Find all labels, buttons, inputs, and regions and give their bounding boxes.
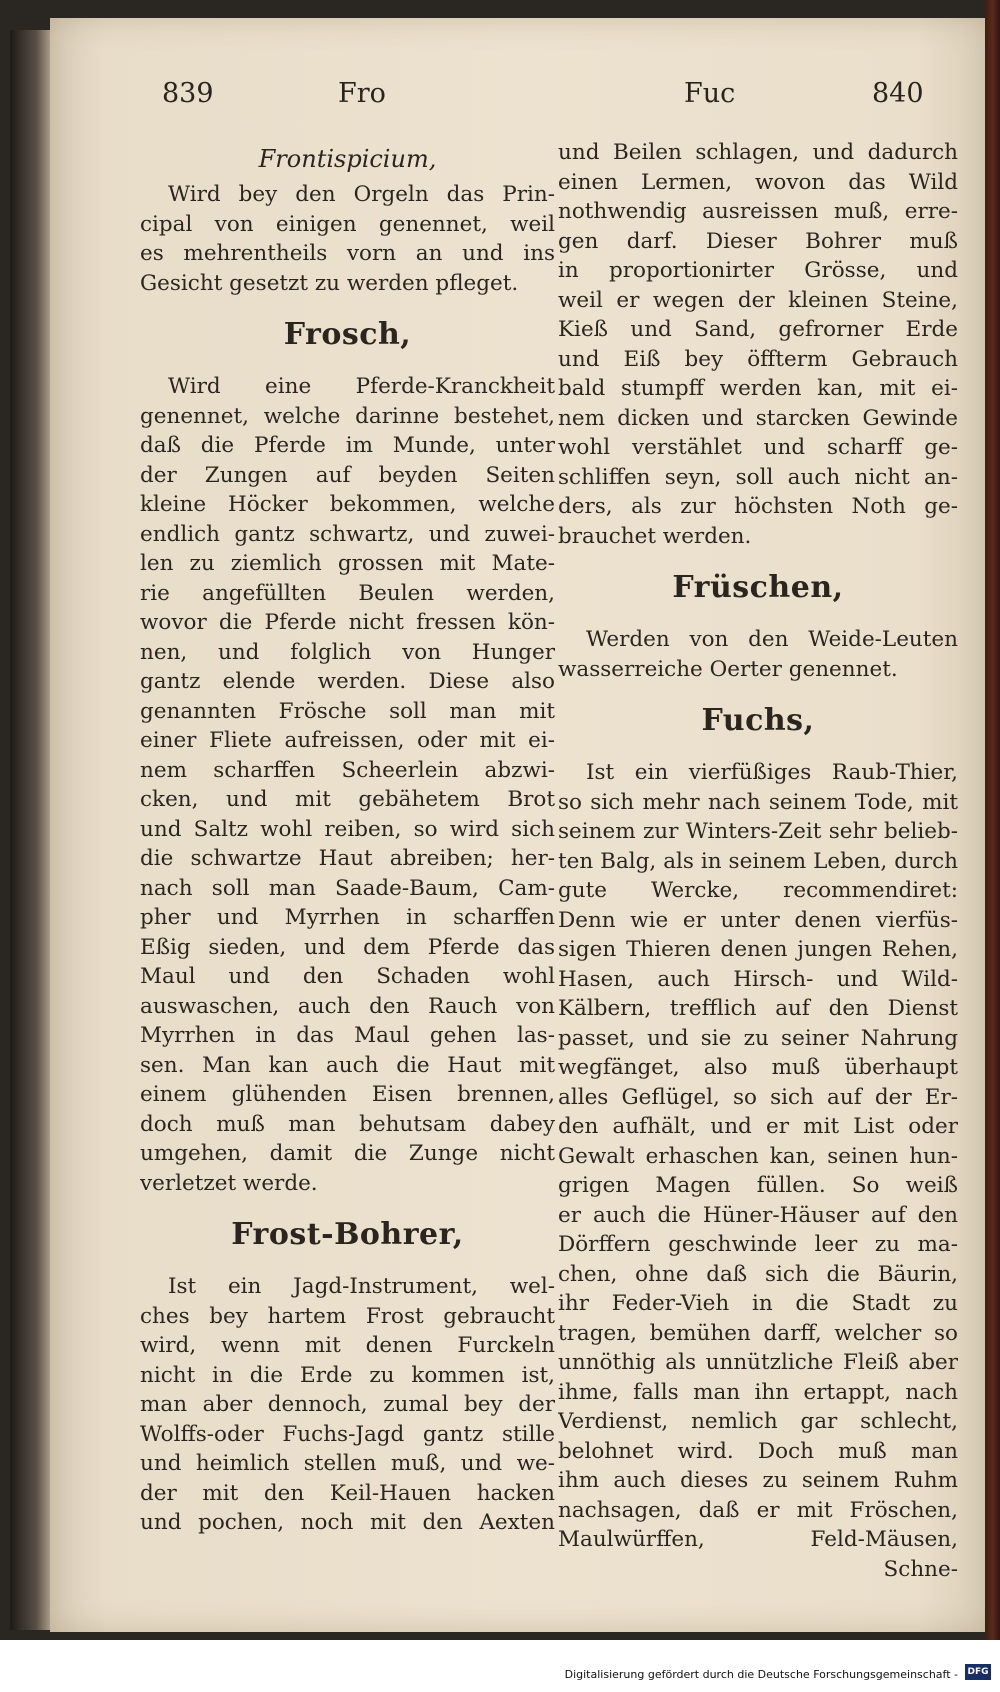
text-line: unnöthig als unnützliche Fleiß aber (558, 1350, 958, 1375)
text-line: einer Fliete aufreissen, oder mit ei- (140, 728, 555, 753)
text-line: Hasen, auch Hirsch- und Wild- (558, 966, 958, 992)
text-line: bald stumpff werden kan, mit ei- (558, 376, 958, 401)
text-line: rie angefüllten Beulen werden, (140, 580, 555, 606)
text-line: und Saltz wohl reiben, so wird sich (140, 816, 555, 842)
text-line: sigen Thieren denen jungen Rehen, (558, 937, 958, 962)
text-line: daß die Pferde im Munde, unter (140, 433, 555, 458)
text-line: tragen, bemühen darff, welcher so (558, 1320, 958, 1346)
text-line: und Beilen schlagen, und dadurch (558, 140, 958, 165)
text-line: Gewalt erhaschen kan, seinen hun- (558, 1143, 958, 1169)
entry-body-frost-bohrer-continued (558, 138, 958, 551)
text-line: weil er wegen der kleinen Steine, (558, 287, 958, 313)
right-column (558, 138, 958, 1584)
text-line: Wird bey den Orgeln das Prin- (168, 182, 555, 207)
text-line: ders, als zur höchsten Noth ge- (558, 494, 958, 519)
text-line: Kieß und Sand, gefrorner Erde (558, 317, 958, 342)
text-line: wird, wenn mit denen Furckeln (140, 1333, 555, 1358)
text-line: gen darf. Dieser Bohrer muß (558, 228, 958, 254)
text-line: ihm auch dieses zu seinem Ruhm (558, 1468, 958, 1493)
digitization-credit: Digitalisierung gefördert durch die Deutsche Forschungsgemeinschaft - (564, 1668, 958, 1681)
text-line: in proportionirter Grösse, und (558, 258, 958, 283)
text-line: cipal von einigen genennet, weil (140, 211, 555, 237)
entry-body-fuchs (558, 758, 958, 1555)
text-line: ihme, falls man ihn ertappt, nach (558, 1379, 958, 1405)
text-line: grigen Magen füllen. So weiß (558, 1173, 958, 1198)
text-line: wovor die Pferde nicht fressen kön- (140, 610, 555, 635)
text-line: doch muß man behutsam dabey (140, 1111, 555, 1137)
text-line: genennet, welche darinne bestehet, (140, 403, 555, 429)
text-line: cken, und mit gebähetem Brot (140, 787, 555, 812)
running-head-right: Fuc (684, 78, 736, 109)
text-line: Kälbern, trefflich auf den Dienst (558, 996, 958, 1021)
text-line: sen. Man kan auch die Haut mit (140, 1052, 555, 1078)
text-line: er auch die Hüner-Häuser auf den (558, 1202, 958, 1228)
text-line: Ist ein Jagd-Instrument, wel- (168, 1274, 555, 1299)
text-line: nothwendig ausreissen muß, erre- (558, 199, 958, 224)
text-line: auswaschen, auch den Rauch von (140, 993, 555, 1019)
text-line: einem glühenden Eisen brennen, (140, 1082, 555, 1107)
text-line: und pochen, noch mit den Aexten (140, 1510, 555, 1535)
entry-head-frueschen: Früschen, (672, 570, 844, 605)
text-line: gute Wercke, recommendiret: (558, 878, 958, 903)
text-line: passet, und sie zu seiner Nahrung (558, 1025, 958, 1051)
text-line: wegfänget, also muß überhaupt (558, 1055, 958, 1080)
text-line: der mit den Keil-Hauen hacken (140, 1480, 555, 1506)
entry-body-frost-bohrer (140, 1272, 555, 1538)
text-line: den aufhält, und er mit List oder (558, 1114, 958, 1139)
text-line: belohnet wird. Doch muß man (558, 1438, 958, 1464)
dfg-logo: DFG (965, 1664, 991, 1680)
running-head-left: Fro (338, 78, 386, 109)
text-line: Denn wie er unter denen vierfüs- (558, 907, 958, 933)
text-line: Dörffern geschwinde leer zu ma- (558, 1232, 958, 1257)
book-edge (10, 30, 54, 1630)
book-cover-edge (985, 0, 1000, 1640)
text-line: schliffen seyn, soll auch nicht an- (558, 464, 958, 490)
text-line: nach soll man Saade-Baum, Cam- (140, 875, 555, 901)
catchword: Schne- (883, 1556, 958, 1582)
left-column (140, 138, 555, 1538)
text-line: ten Balg, als in seinem Leben, durch (558, 848, 958, 874)
text-line: nachsagen, daß er mit Fröschen, (558, 1497, 958, 1523)
text-line: pher und Myrrhen in scharffen (140, 905, 555, 930)
entry-body-frosch (140, 372, 555, 1198)
text-line: Myrrhen in das Maul gehen las- (140, 1023, 555, 1048)
page-number-right: 840 (872, 78, 924, 109)
text-line: Verdienst, nemlich gar schlecht, (558, 1409, 958, 1434)
text-line: brauchet werden. (558, 523, 752, 549)
entry-head-frosch: Frosch, (283, 317, 412, 352)
text-line: endlich gantz schwartz, und zuwei- (140, 521, 555, 547)
text-line: so sich mehr nach seinem Tode, mit (558, 789, 958, 815)
text-line: seinem zur Winters-Zeit sehr belieb- (558, 819, 958, 844)
text-line: es mehrentheils vorn an und ins (140, 241, 555, 266)
text-line: len zu ziemlich grossen mit Mate- (140, 551, 555, 576)
text-line: ihr Feder-Vieh in die Stadt zu (558, 1291, 958, 1316)
text-line: ches bey hartem Frost gebraucht (140, 1303, 555, 1329)
text-line: Ist ein vierfüßiges Raub-Thier, (586, 760, 958, 785)
text-line: nem dicken und starcken Gewinde (558, 405, 958, 431)
text-line: umgehen, damit die Zunge nicht (140, 1141, 555, 1166)
text-line: verletzet werde. (140, 1170, 318, 1196)
entry-head-frost-bohrer: Frost-Bohrer, (231, 1217, 464, 1252)
entry-body-frontispicium (140, 180, 555, 298)
text-line: wohl verstählet und scharff ge- (558, 435, 958, 460)
page-number-left: 839 (162, 78, 214, 109)
text-line: nen, und folglich von Hunger (140, 639, 555, 665)
entry-title-frontispicium: Frontispicium, (258, 145, 437, 173)
text-line: Maul und den Schaden wohl (140, 964, 555, 989)
text-line: Maulwürffen, Feld-Mäusen, (558, 1527, 958, 1552)
text-line: und heimlich stellen muß, und we- (140, 1451, 555, 1476)
text-line: Werden von den Weide-Leuten (586, 627, 958, 652)
text-line: die schwartze Haut abreiben; her- (140, 846, 555, 871)
text-line: nicht in die Erde zu kommen ist, (140, 1362, 555, 1388)
text-line: Wolffs-oder Fuchs-Jagd gantz stille (140, 1421, 555, 1447)
text-line: kleine Höcker bekommen, welche (140, 492, 555, 517)
text-line: der Zungen auf beyden Seiten (140, 462, 555, 488)
text-line: alles Geflügel, so sich auf der Er- (558, 1084, 958, 1110)
text-line: Wird eine Pferde-Kranckheit (168, 374, 555, 399)
text-line: nem scharffen Scheerlein abzwi- (140, 757, 555, 783)
entry-body-frueschen (558, 625, 958, 684)
entry-head-fuchs: Fuchs, (701, 703, 815, 738)
text-line: genannten Frösche soll man mit (140, 698, 555, 724)
text-line: man aber dennoch, zumal bey der (140, 1392, 555, 1417)
text-line: wasserreiche Oerter genennet. (558, 656, 898, 682)
text-line: Eßig sieden, und dem Pferde das (140, 934, 555, 960)
footer-bar (0, 1640, 1000, 1692)
text-line: gantz elende werden. Diese also (140, 669, 555, 694)
text-line: chen, ohne daß sich die Bäurin, (558, 1261, 958, 1287)
text-line: Gesicht gesetzt zu werden pfleget. (140, 270, 519, 296)
text-line: einen Lermen, wovon das Wild (558, 169, 958, 195)
text-line: und Eiß bey öffterm Gebrauch (558, 346, 958, 372)
